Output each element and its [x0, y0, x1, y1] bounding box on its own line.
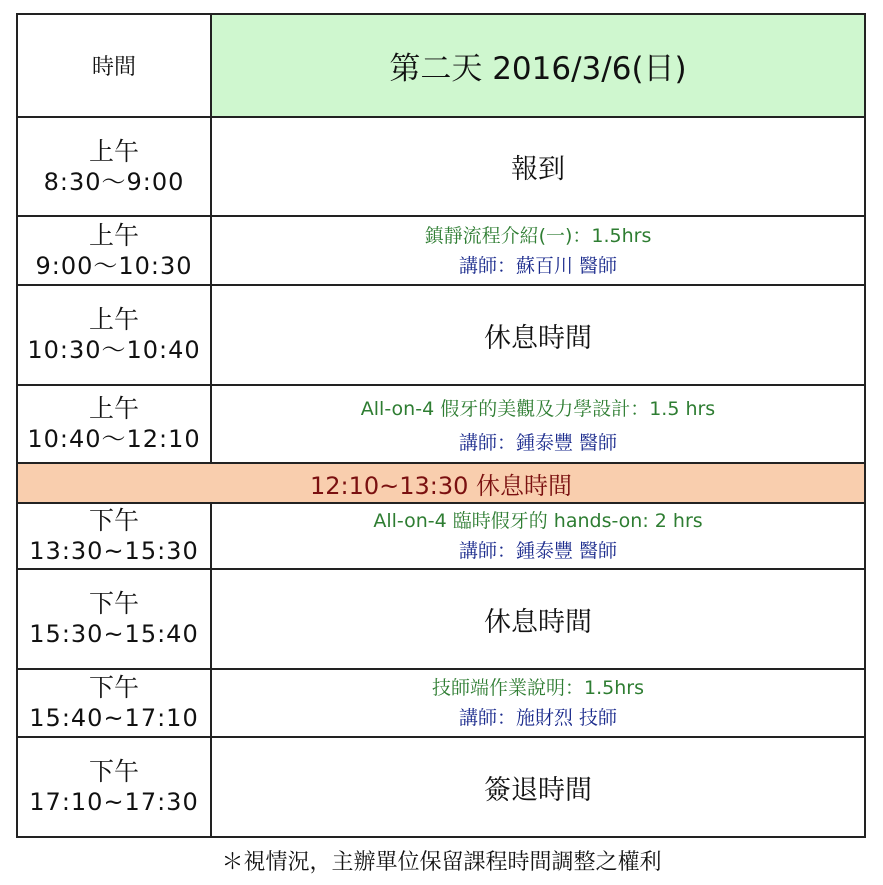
- activity-cell: 休息時間: [211, 569, 865, 669]
- day-title: 第二天 2016/3/6(日): [211, 14, 865, 117]
- table-row: [17, 385, 865, 463]
- table-row: [17, 569, 865, 669]
- header-row: [17, 14, 865, 117]
- time-range: 17:10~17:30: [29, 788, 199, 816]
- time-cell: [17, 737, 211, 837]
- time-period: 下午: [88, 589, 139, 618]
- table-row: [17, 737, 865, 837]
- table-row: [17, 216, 865, 285]
- table-row: [17, 503, 865, 569]
- session-speaker: 講師：鍾泰豐 醫師: [458, 432, 618, 454]
- time-cell: [17, 503, 211, 569]
- lunch-break-cell: [17, 463, 865, 503]
- session-speaker: 講師：鍾泰豐 醫師: [458, 540, 618, 562]
- time-cell: [17, 117, 211, 216]
- session-title: 鎮靜流程介紹(一)：1.5hrs: [424, 224, 652, 247]
- time-cell: [17, 669, 211, 737]
- time-cell: [17, 569, 211, 669]
- session-cell: [211, 385, 865, 463]
- time-column-header: 時間: [17, 14, 211, 117]
- session-cell: [211, 503, 865, 569]
- session-title: 技師端作業說明：1.5hrs: [432, 677, 644, 699]
- lunch-break-label: 12:10~13:30 休息時間: [309, 471, 573, 500]
- footnote: ＊視情況，主辦單位保留課程時間調整之權利: [221, 850, 662, 875]
- session-cell: [211, 216, 865, 285]
- time-cell: [17, 216, 211, 285]
- session-title: All-on-4 臨時假牙的 hands-on: 2 hrs: [373, 510, 703, 532]
- time-period: 下午: [88, 673, 139, 702]
- table-row: [17, 117, 865, 216]
- activity-cell: 休息時間: [211, 285, 865, 385]
- session-speaker: 講師：施財烈 技師: [458, 707, 618, 729]
- time-range: 15:30~15:40: [29, 620, 199, 648]
- time-period: 下午: [88, 757, 139, 786]
- activity-cell: 簽退時間: [211, 737, 865, 837]
- table-row: [17, 669, 865, 737]
- session-title: All-on-4 假牙的美觀及力學設計：1.5 hrs: [360, 398, 716, 420]
- time-range: 9:00～10:30: [35, 251, 193, 280]
- time-cell: [17, 285, 211, 385]
- time-cell: [17, 385, 211, 463]
- time-period: 上午: [88, 220, 139, 250]
- activity-cell: 報到: [211, 117, 865, 216]
- session-cell: [211, 669, 865, 737]
- schedule-table: [16, 13, 866, 838]
- session-speaker: 講師：蘇百川 醫師: [458, 254, 618, 277]
- time-range: 15:40~17:10: [29, 704, 199, 732]
- time-period: 上午: [88, 136, 139, 166]
- time-period: 上午: [88, 394, 139, 423]
- time-range: 10:40～12:10: [27, 425, 201, 453]
- time-period: 下午: [88, 506, 139, 535]
- table-row: [17, 285, 865, 385]
- time-period: 上午: [88, 305, 139, 334]
- time-range: 13:30~15:30: [29, 537, 199, 565]
- lunch-break-row: [17, 463, 865, 503]
- time-range: 10:30～10:40: [27, 336, 201, 364]
- time-range: 8:30～9:00: [43, 167, 185, 196]
